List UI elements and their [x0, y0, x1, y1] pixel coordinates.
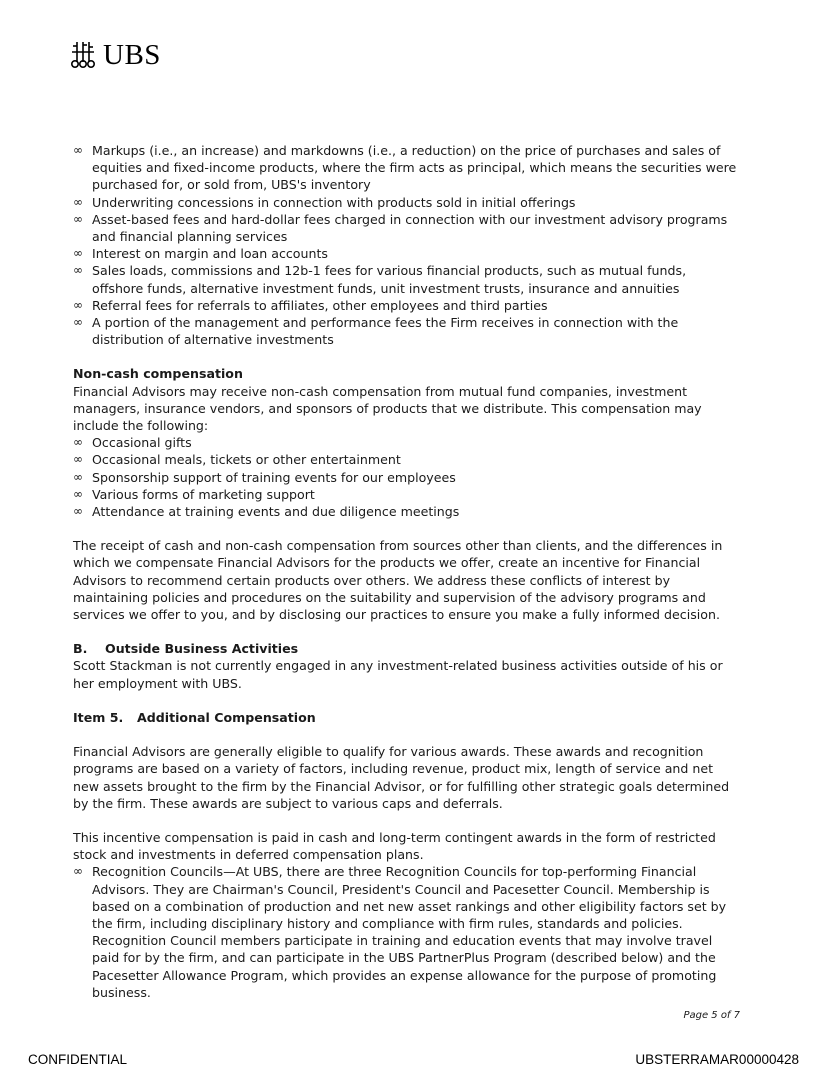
list-item: ∞ Occasional gifts — [73, 435, 192, 451]
bullet-icon: ∞ — [73, 263, 83, 278]
item5-list — [73, 863, 741, 1001]
list-item: ∞ Asset-based fees and hard-dollar fees charged in connection with our investment advisory programs and financial planning services — [73, 211, 728, 245]
receipt-paragraph: The receipt of cash and non-cash compensation from sources other than clients, and the differences in which we compensate Financial Advisors for the products we offer, create an incentive for Financial Advisors to recommend certain products over others. We address these conflicts of interest by maintaining policies and procedures on the suitability and supervision of the advisory programs and services we offer to you, and by disclosing our practices to ensure you make a fully informed decision. — [73, 538, 723, 623]
list-item: ∞ Recognition Councils—At UBS, there are three Recognition Councils for top-performing Financial Advisors. They are Chairman's Council, President's Council and Pacesetter Council. Membership is based on a combination of production and net new asset rankings and other eligibility factors set by the firm, including disciplinary history and compliance with firm rules, standards and policies. Recognition Council members participate in training and education events that may involve travel paid for by the firm, and can participate in the UBS PartnerPlus Program (described below) and the Pacesetter Allowance Program, which provides an expense allowance for the purpose of promoting business. — [73, 864, 727, 1000]
item5-label: Item 5. — [73, 709, 124, 725]
item5-paragraph-2: This incentive compensation is paid in cash and long-term contingent awards in the form of restricted stock and investments in deferred compensation plans. — [73, 829, 716, 863]
bullet-icon: ∞ — [73, 246, 83, 261]
bullet-icon: ∞ — [73, 469, 83, 484]
list-item: ∞ Attendance at training events and due diligence meetings — [73, 504, 460, 520]
list-item: ∞ Referral fees for referrals to affiliates, other employees and third parties — [73, 297, 548, 313]
bullet-icon: ∞ — [73, 864, 83, 879]
bullet-icon: ∞ — [73, 486, 83, 501]
confidential-label: CONFIDENTIAL — [28, 1052, 128, 1067]
ubs-keys-icon — [68, 40, 98, 70]
list-item: ∞ Underwriting concessions in connection with products sold in initial offerings — [73, 194, 576, 210]
bullet-icon: ∞ — [73, 435, 83, 450]
item5-heading — [73, 709, 741, 726]
noncash-intro: Financial Advisors may receive non-cash compensation from mutual fund companies, investment managers, insurance vendors, and sponsors of products that we distribute. This compensation may include the following: — [73, 383, 702, 434]
bullet-icon: ∞ — [73, 211, 83, 226]
list-item: ∞ Interest on margin and loan accounts — [73, 246, 328, 262]
bullet-icon: ∞ — [73, 297, 83, 312]
list-item: ∞ A portion of the management and performance fees the Firm receives in connection with the distribution of alternative investments — [73, 315, 679, 348]
list-item: ∞ Various forms of marketing support — [73, 486, 315, 502]
bates-number: UBSTERRAMAR00000428 — [635, 1052, 799, 1067]
item5-title: Additional Compensation — [137, 709, 316, 725]
list-item: ∞ Markups (i.e., an increase) and markdowns (i.e., a reduction) on the price of purchases and sales of equities and fixed-income products, where the firm acts as principal, which means the securities were purchased for, or sold from, UBS's inventory — [73, 143, 737, 193]
noncash-heading: Non-cash compensation — [73, 366, 243, 382]
item5-paragraph-1: Financial Advisors are generally eligible to qualify for various awards. These awards and recognition programs are based on a variety of factors, including revenue, product mix, length of service and net new assets brought to the firm by the Financial Advisor, or for fulfilling other strategic goals determined by the firm. These awards are subject to various caps and deferrals. — [73, 744, 730, 811]
section-b-heading — [73, 640, 741, 657]
section-b-label: B. — [73, 641, 88, 657]
page-number: Page 5 of 7 — [683, 1010, 740, 1021]
ubs-logo — [68, 40, 161, 70]
revenue-list — [73, 142, 741, 348]
section-b-text: Scott Stackman is not currently engaged in any investment-related business activities outside of his or her employment with UBS. — [73, 658, 723, 691]
list-item: ∞ Sales loads, commissions and 12b-1 fees for various financial products, such as mutual funds, offshore funds, alternative investment funds, unit investment trusts, insurance and annuities — [73, 263, 687, 296]
bullet-icon: ∞ — [73, 504, 83, 519]
document-body — [73, 142, 741, 1001]
list-item: ∞ Sponsorship support of training events for our employees — [73, 469, 456, 485]
noncash-list — [73, 434, 741, 520]
section-b-title: Outside Business Activities — [105, 641, 299, 657]
bullet-icon: ∞ — [73, 452, 83, 467]
bullet-icon: ∞ — [73, 143, 83, 157]
list-item: ∞ Occasional meals, tickets or other entertainment — [73, 452, 401, 468]
logo-text: UBS — [103, 38, 161, 71]
bullet-icon: ∞ — [73, 194, 83, 209]
bullet-icon: ∞ — [73, 315, 83, 330]
